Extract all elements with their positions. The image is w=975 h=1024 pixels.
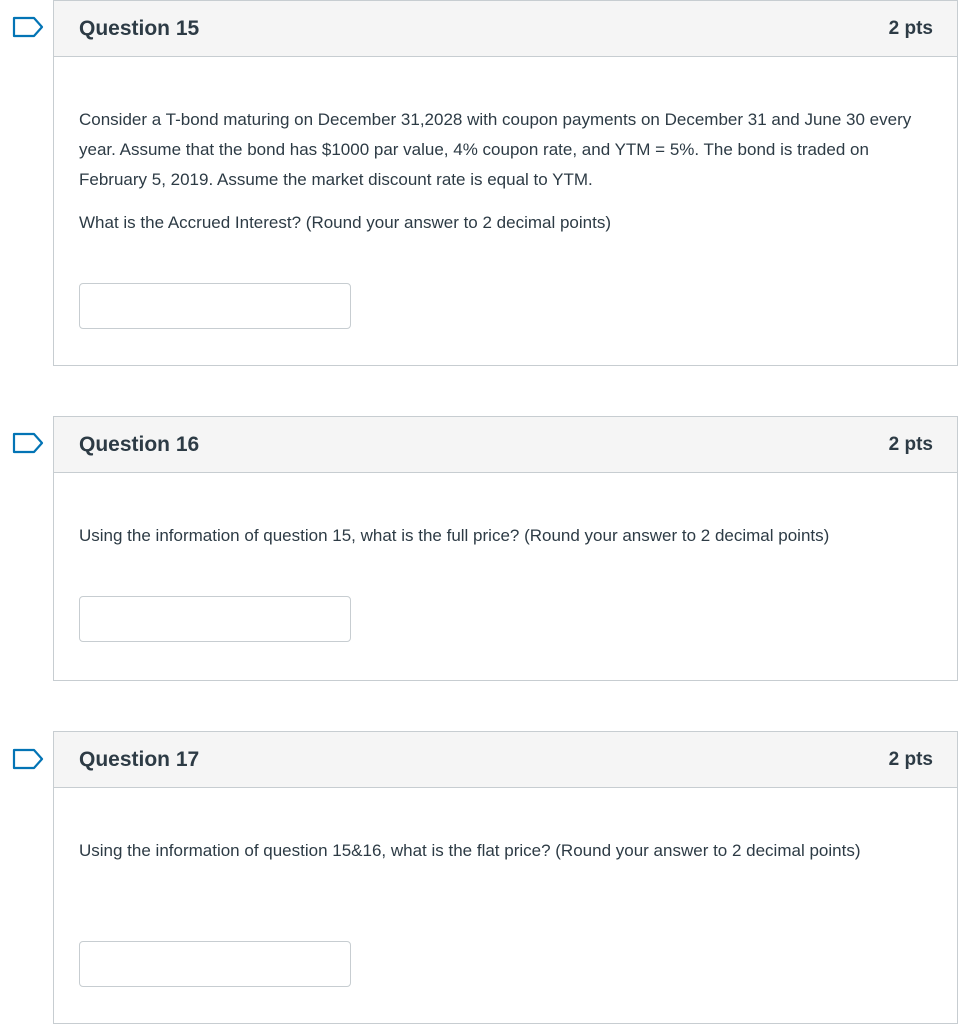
question-card-15 bbox=[53, 0, 958, 366]
question-body bbox=[54, 57, 957, 365]
question-header bbox=[54, 1, 957, 57]
question-body bbox=[54, 788, 957, 1023]
question-points: 2 pts bbox=[888, 748, 933, 770]
answer-input[interactable] bbox=[79, 941, 351, 987]
answer-input[interactable] bbox=[79, 596, 351, 642]
question-text: Consider a T-bond maturing on December 31,2028 with coupon payments on December 31 and June 30 every year. Assume that the bond has $1000 par value, 4% coupon rate, and YTM = 5%. The bond is traded on February 5, 2019. Assume the market discount rate is equal to YTM. bbox=[79, 110, 912, 189]
answer-input[interactable] bbox=[79, 283, 351, 329]
question-prompt: What is the Accrued Interest? (Round your answer to 2 decimal points) bbox=[79, 213, 611, 232]
question-header bbox=[54, 732, 957, 788]
question-card-16 bbox=[53, 416, 958, 681]
flag-question-15-icon[interactable] bbox=[12, 16, 44, 38]
question-text: Using the information of question 15, what is the full price? (Round your answer to 2 decimal points) bbox=[79, 526, 830, 545]
question-title: Question 16 bbox=[79, 432, 200, 456]
question-body bbox=[54, 473, 957, 680]
question-card-17 bbox=[53, 731, 958, 1024]
question-title: Question 17 bbox=[79, 747, 200, 771]
flag-question-16-icon[interactable] bbox=[12, 432, 44, 454]
question-header bbox=[54, 417, 957, 473]
question-text: Using the information of question 15&16, what is the flat price? (Round your answer to 2 decimal points) bbox=[79, 841, 861, 860]
question-title: Question 15 bbox=[79, 16, 200, 40]
question-points: 2 pts bbox=[888, 17, 933, 39]
flag-question-17-icon[interactable] bbox=[12, 748, 44, 770]
question-points: 2 pts bbox=[888, 433, 933, 455]
